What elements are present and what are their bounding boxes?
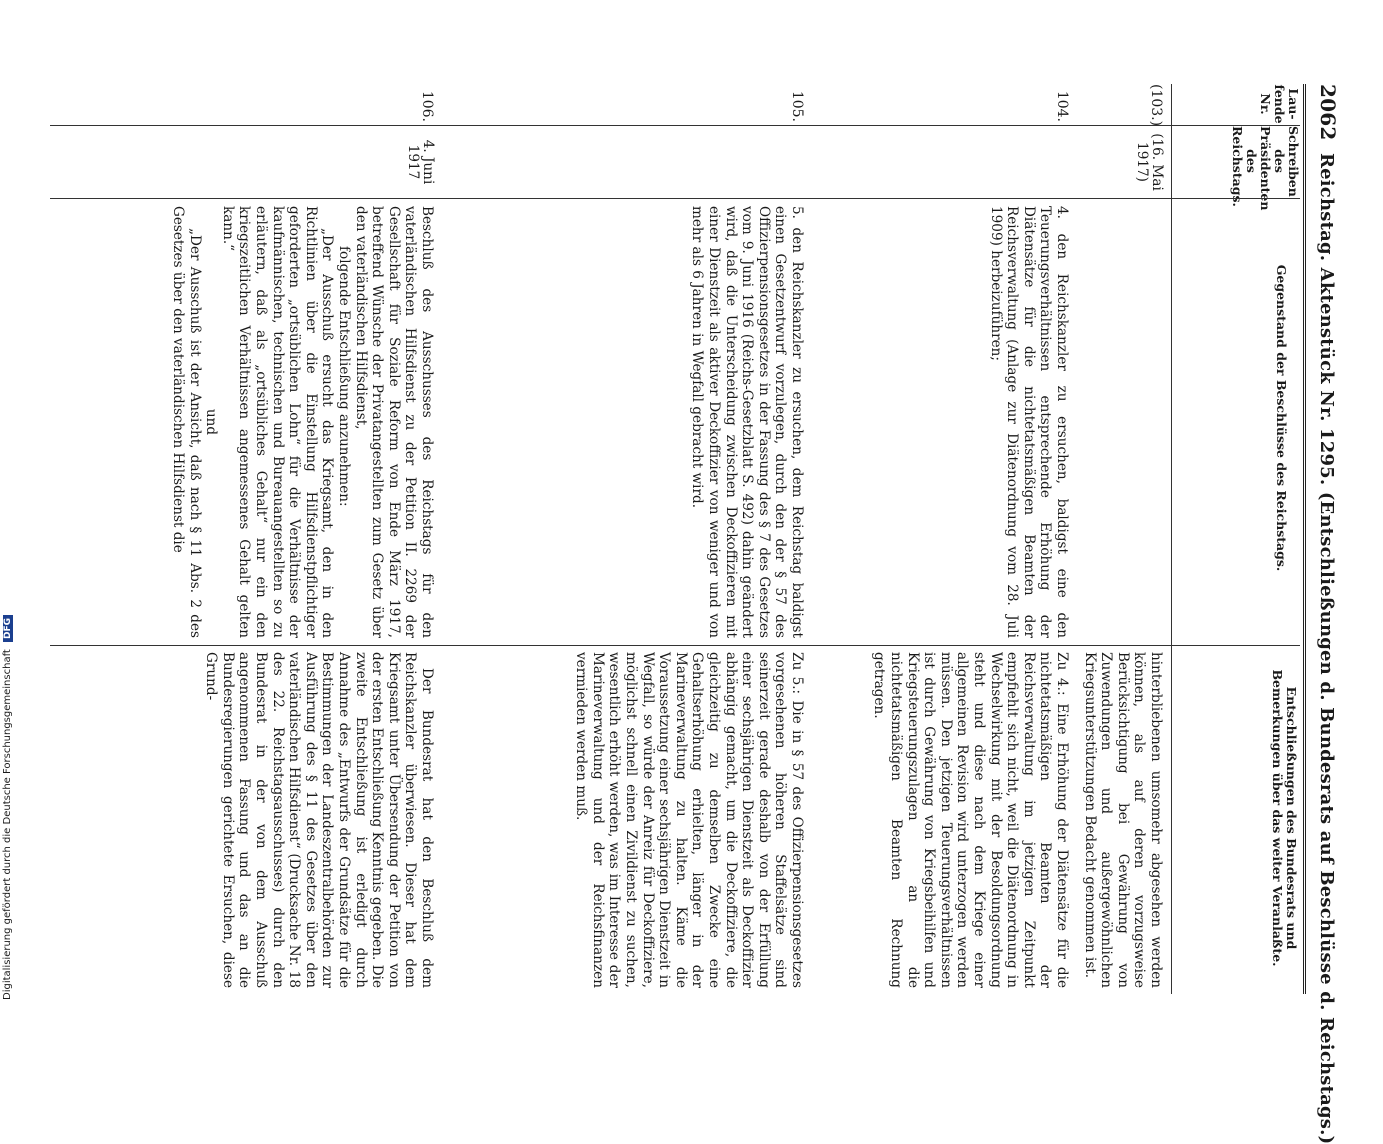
row-bemerkung: hinterbliebenen umsomehr abgesehen werden können, als auf deren vorzugsweise Berücksichtigung bei Gewährung von Zuwendungen und außergewöhnlichen Kriegsunterstützungen Bedacht genommen ist. [1081, 652, 1164, 988]
running-title: Reichstag. Aktenstück Nr. 1295. (Entschließungen d. Bundesrats auf Beschlüsse d. Reichstags.) [1316, 152, 1337, 1144]
resolution-second-quote: „Der Ausschuß ist der Ansicht, daß nach § 11 Abs. 2 des Gesetzes über den vaterländischen Hilfsdienst die [170, 206, 203, 638]
funding-notice-text: Digitalisierung gefördert durch die Deutsche Forschungsgemeinschaft [2, 649, 13, 1000]
column-divider [50, 198, 1300, 199]
column-header-bemerkungen: Entschließungen des Bundesrats und Bemerkungen über das weiter Veranlaßte. [1270, 669, 1299, 967]
row-number: (103.) [1148, 84, 1164, 127]
resolution-conjunction: und [203, 408, 220, 436]
digitization-notice [2, 580, 16, 1000]
row-bemerkung: Der Bundesrat hat den Beschluß dem Reichskanzler überwiesen. Dieser hat dem Kriegsamt unter Übersendung der Petition von der ersten Entschließung Kenntnis gegeben. Die zweite Entschließung ist erledigt durch Annahme des „Entwurfs der Grundsätze für die Bestimmungen der Landeszentralbehörden zur Ausführung des § 11 des Gesetzes über den vaterländischen Hilfsdienst“ (Drucksache Nr. 18 des 22. Reichstagsausschusses) durch den Bundesrat in der von dem Ausschuß angenommenen Fassung und das an die Bundesregierungen gerichtete Ersuchen, diese Grund- [203, 652, 435, 988]
header-bottom-rule [1171, 84, 1172, 994]
resolution-quote: „Der Ausschuß ersucht das Kriegsamt, den in den Richtlinien über die Einstellung Hilfsdienstpflichtiger geforderten „ortsüblichen Lohn“ für die Verhältnisse der kaufmännischen, technischen und Bureauangestellten so zu erläutern, daß als „ortsübliches Gehalt“ nur ein den kriegszeitlichen Verhältnissen angemessenes Gehalt gelten kann.“ [219, 206, 336, 638]
column-divider [50, 125, 1300, 126]
row-number: 106. [419, 90, 435, 122]
column-header-schreiben: Schreiben des Präsidenten des Reichstags. [1230, 126, 1301, 211]
row-gegenstand [170, 206, 436, 638]
row-gegenstand: 5. den Reichskanzler zu ersuchen, dem Reichstag baldigst einen Gesetzentwurf vorzulegen, durch den der § 57 des Offizierpensionsgesetzes in der Fassung des § 7 des Gesetzes vom 9. Juni 1916 (Reichs-Gesetzblatt S. 492) dahin geändert wird, daß die Unterscheidung zwischen Deckoffizieren mit einer Dienstzeit als aktiver Deckoffizier von weniger und von mehr als 6 Jahren in Wegfall gebracht wird. [689, 206, 805, 638]
resolution-lead-in: folgende Entschließung anzunehmen: [336, 246, 353, 507]
row-number: 105. [789, 90, 805, 122]
dfg-logo: DFG [3, 615, 13, 642]
column-divider [50, 645, 1300, 646]
row-bemerkung: Zu 4.: Eine Erhöhung der Diätensätze für die nichtetatsmäßigen Beamten der Reichsverwaltung im jetzigen Zeitpunkt empfiehlt sich nicht, weil die Diätenordnung in Wechselwirkung mit der Besoldungsordnung steht und diese nach dem Kriege einer allgemeinen Revision wird unterzogen werden müssen. Den jetzigen Teuerungsverhältnissen ist durch Gewährung von Kriegsbeihilfen und Kriegsteuerungszulagen an die nichtetatsmäßigen Beamten Rechnung getragen. [871, 652, 1070, 988]
column-header-gegenstand: Gegenstand der Beschlüsse des Reichstags. [1274, 264, 1289, 572]
page-number: 2062 [1316, 84, 1340, 141]
column-header-nr: Lau-fende Nr. [1258, 84, 1301, 124]
row-date: (16. Mai 1917) [1134, 133, 1165, 191]
rotated-document-page [50, 78, 1340, 1144]
row-date: 4. Juni 1917 [405, 139, 436, 185]
row-bemerkung: Zu 5.: Die in § 57 des Offizierpensionsgesetzes vorgesehenen höheren Staffelsätze sind seinerzeit gerade deshalb von der Erfüllung einer sechsjährigen Dienstzeit als Deckoffizier abhängig gemacht, um die Deckoffiziere, die gleichzeitig zu demselben Zwecke eine Gehaltserhöhung erhielten, länger in der Marineverwaltung zu halten. Käme die Voraussetzung einer sechsjährigen Dienstzeit in Wegfall, so würde der Anreiz für Deckoffiziere, möglichst schnell einen Zivildienst zu suchen, wesentlich erhöht werden, was im Interesse der Marineverwaltung und der Reichsfinanzen vermieden werden muß. [573, 652, 805, 988]
running-header [1310, 84, 1340, 1144]
row-number: 104. [1054, 90, 1070, 122]
resolution-intro: Beschluß des Ausschusses des Reichstags für den vaterländischen Hilfsdienst zu der Petition II. 2269 der Gesellschaft für Soziale Reform von Ende März 1917, betreffend Wünsche der Privatangestellten zum Gesetz über den vaterländischen Hilfsdienst, [352, 206, 435, 638]
row-gegenstand: 4. den Reichskanzler zu ersuchen, baldigst eine den Teuerungsverhältnissen entsprechende Erhöhung der Diätensätze für die nichtetatsmäßigen Beamten der Reichsverwaltung (Anlage zur Diätenordnung vom 28. Juli 1909) herbeizuführen; [987, 206, 1070, 638]
header-rule [1303, 84, 1306, 994]
